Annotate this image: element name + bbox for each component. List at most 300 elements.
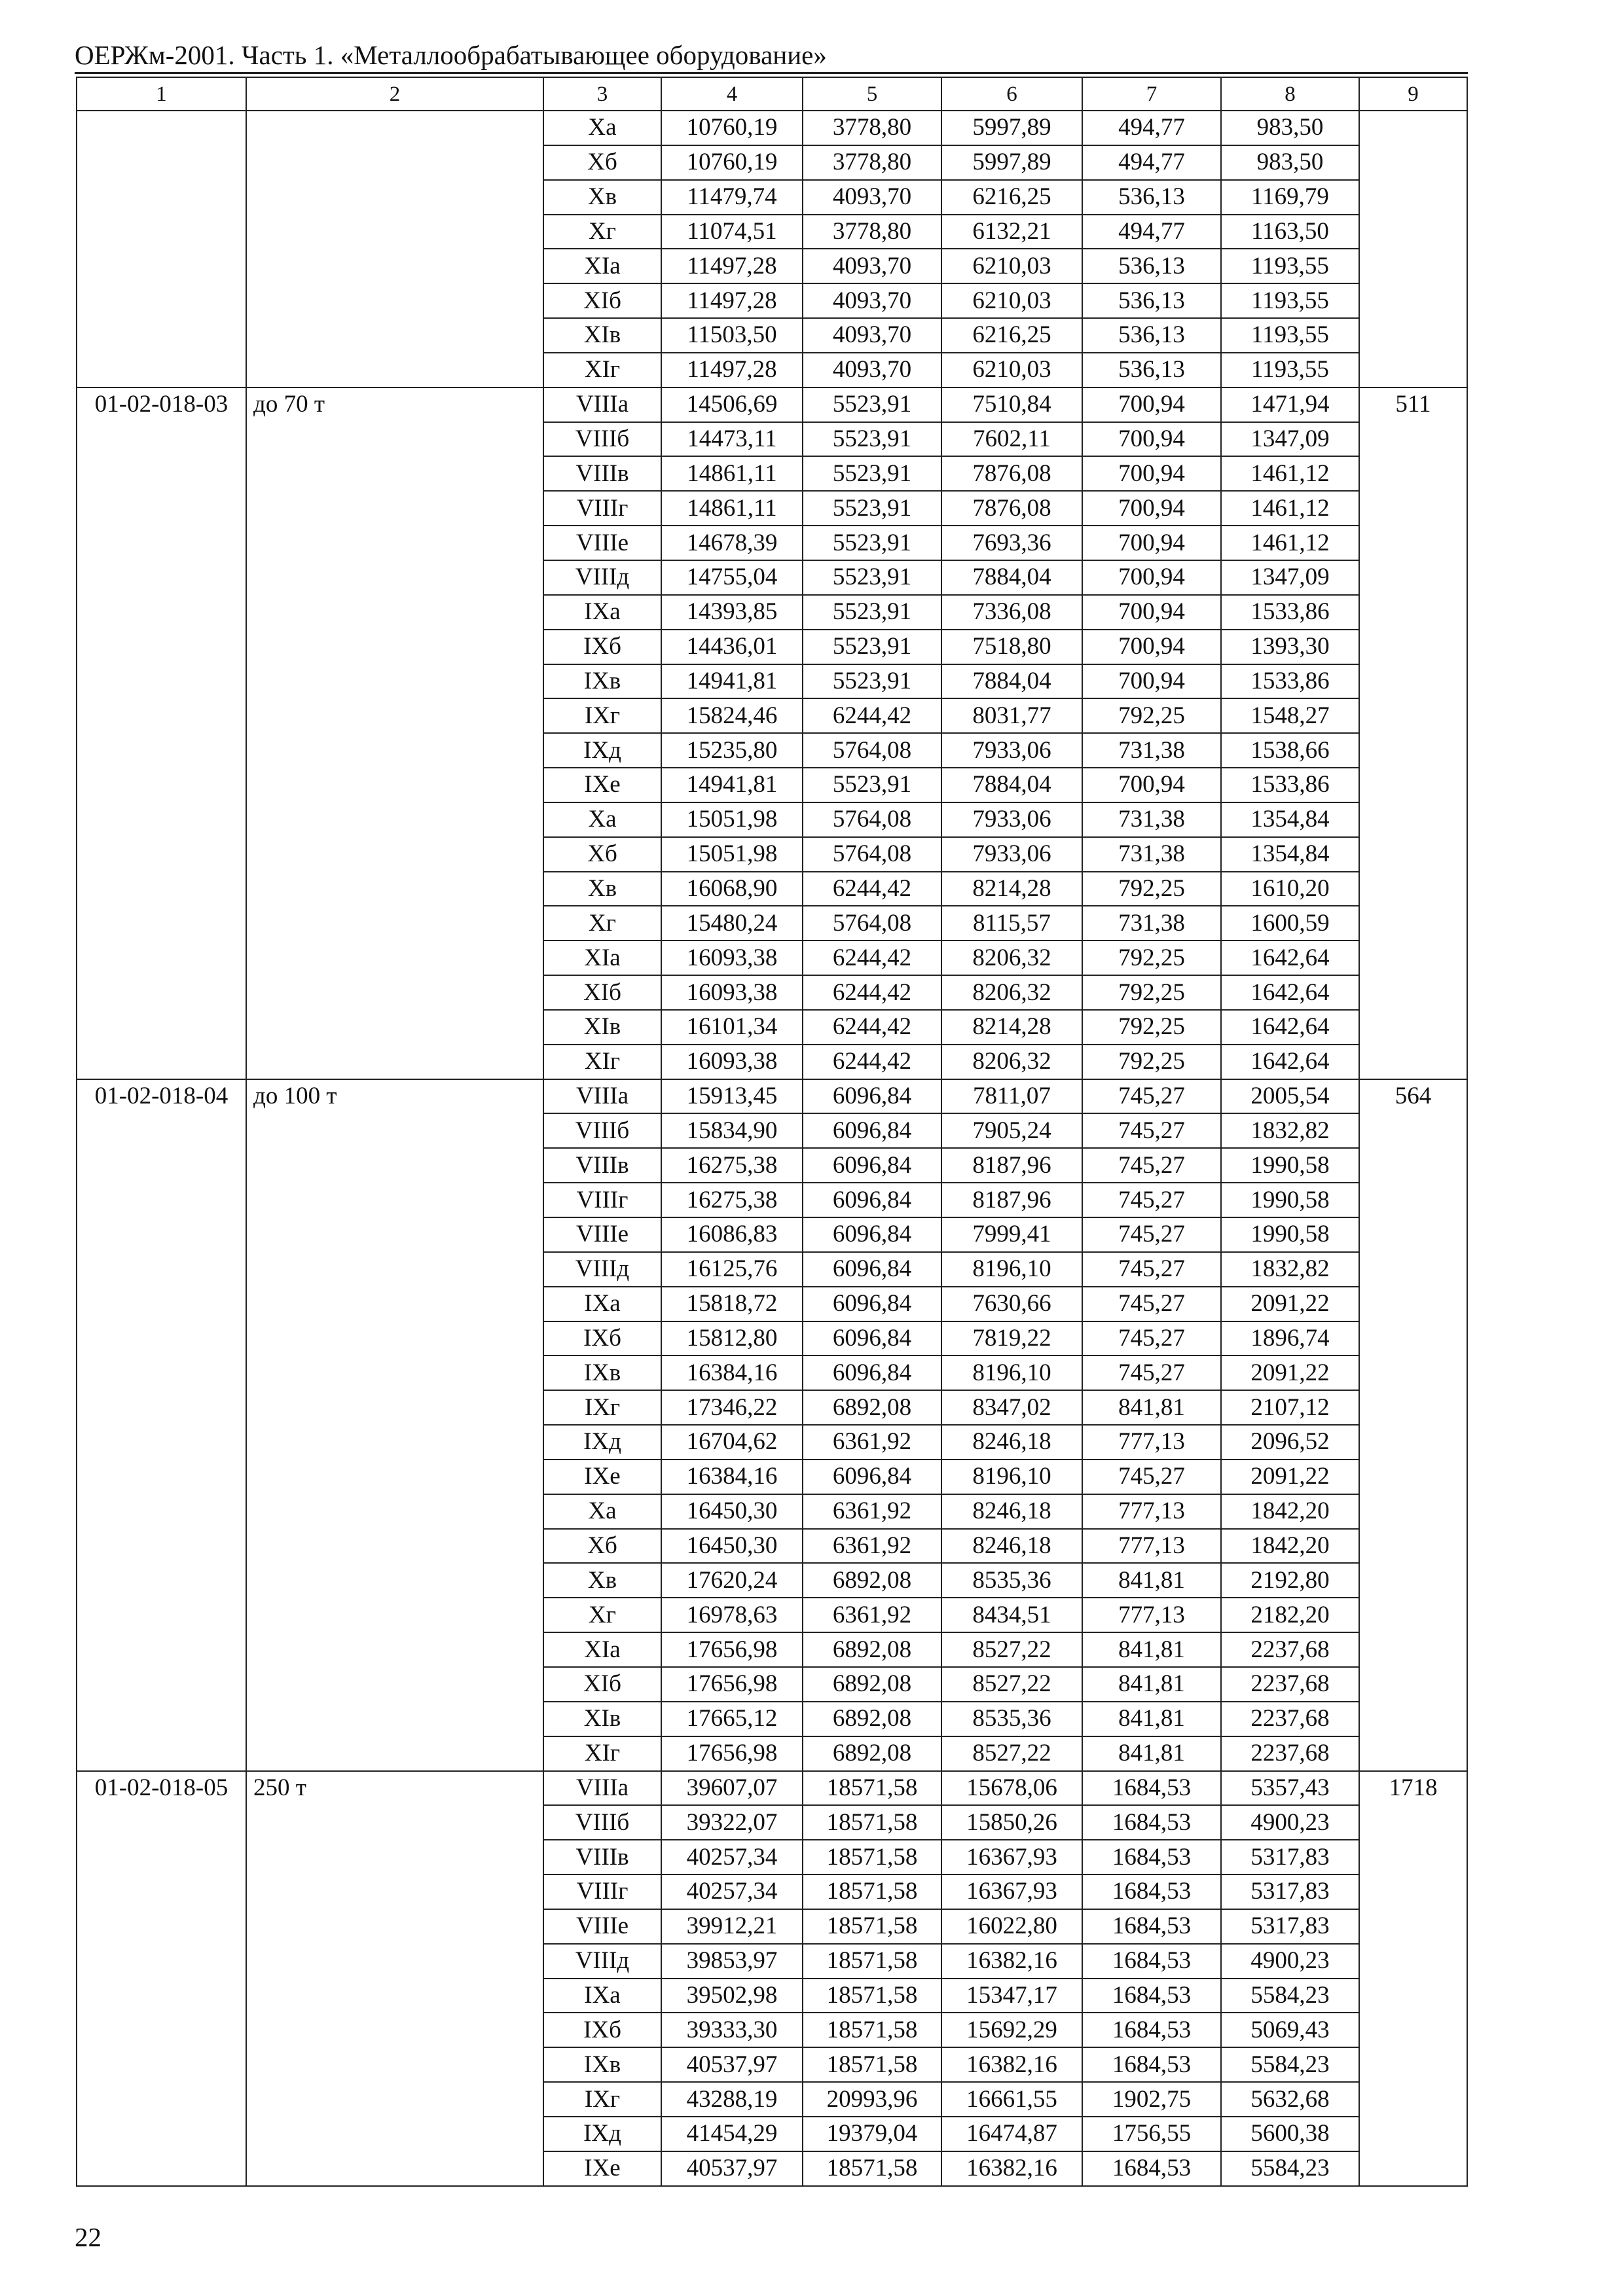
value-cell: 2237,68 xyxy=(1221,1632,1359,1667)
value-cell: 700,94 xyxy=(1082,456,1221,491)
zone-cell: Xб xyxy=(543,837,661,872)
value-cell: 11074,51 xyxy=(661,215,803,249)
value-cell: 39333,30 xyxy=(661,2013,803,2047)
value-cell: 7876,08 xyxy=(941,456,1082,491)
value-cell: 5600,38 xyxy=(1221,2117,1359,2151)
value-cell: 6096,84 xyxy=(803,1252,941,1287)
value-cell: 16661,55 xyxy=(941,2082,1082,2117)
value-cell: 731,38 xyxy=(1082,906,1221,941)
value-cell: 1990,58 xyxy=(1221,1217,1359,1252)
value-cell: 792,25 xyxy=(1082,1010,1221,1045)
value-cell: 7630,66 xyxy=(941,1287,1082,1321)
value-cell: 4900,23 xyxy=(1221,1805,1359,1840)
value-cell: 1533,86 xyxy=(1221,595,1359,630)
value-cell: 4900,23 xyxy=(1221,1944,1359,1979)
value-cell: 5069,43 xyxy=(1221,2013,1359,2047)
column-header: 9 xyxy=(1359,77,1467,111)
value-cell: 1842,20 xyxy=(1221,1529,1359,1564)
value-cell: 745,27 xyxy=(1082,1113,1221,1148)
zone-cell: IXв xyxy=(543,664,661,699)
value-cell: 536,13 xyxy=(1082,283,1221,318)
column-header: 2 xyxy=(246,77,543,111)
value-cell: 16384,16 xyxy=(661,1355,803,1390)
value-cell: 15235,80 xyxy=(661,733,803,768)
column-header: 7 xyxy=(1082,77,1221,111)
value-cell: 5523,91 xyxy=(803,422,941,457)
value-cell: 7518,80 xyxy=(941,630,1082,664)
value-cell: 841,81 xyxy=(1082,1632,1221,1667)
value-cell: 7884,04 xyxy=(941,560,1082,595)
value-cell: 1902,75 xyxy=(1082,2082,1221,2117)
value-cell: 8196,10 xyxy=(941,1252,1082,1287)
item-name-cell xyxy=(246,111,543,387)
zone-cell: VIIIд xyxy=(543,560,661,595)
value-cell: 7876,08 xyxy=(941,491,1082,526)
value-cell: 6361,92 xyxy=(803,1598,941,1632)
value-cell: 11497,28 xyxy=(661,353,803,387)
value-cell: 15818,72 xyxy=(661,1287,803,1321)
value-cell: 15692,29 xyxy=(941,2013,1082,2047)
value-cell: 8196,10 xyxy=(941,1460,1082,1494)
value-cell: 7602,11 xyxy=(941,422,1082,457)
value-cell: 2192,80 xyxy=(1221,1563,1359,1598)
value-cell: 2237,68 xyxy=(1221,1702,1359,1736)
value-cell: 4093,70 xyxy=(803,249,941,283)
value-cell: 1538,66 xyxy=(1221,733,1359,768)
value-cell: 18571,58 xyxy=(803,1771,941,1806)
zone-cell: Xa xyxy=(543,111,661,145)
value-cell: 777,13 xyxy=(1082,1425,1221,1460)
table-row xyxy=(77,111,1467,145)
value-cell: 1684,53 xyxy=(1082,1840,1221,1874)
value-cell: 1684,53 xyxy=(1082,1979,1221,2013)
value-cell: 700,94 xyxy=(1082,387,1221,422)
value-cell: 1461,12 xyxy=(1221,526,1359,560)
value-cell: 14436,01 xyxy=(661,630,803,664)
value-cell: 1193,55 xyxy=(1221,318,1359,353)
value-cell: 2091,22 xyxy=(1221,1287,1359,1321)
item-name-cell: до 100 т xyxy=(246,1079,543,1771)
value-cell: 1756,55 xyxy=(1082,2117,1221,2151)
value-cell: 536,13 xyxy=(1082,318,1221,353)
value-cell: 6096,84 xyxy=(803,1287,941,1321)
value-cell: 792,25 xyxy=(1082,872,1221,906)
zone-cell: XIг xyxy=(543,353,661,387)
value-cell: 4093,70 xyxy=(803,283,941,318)
value-cell: 3778,80 xyxy=(803,145,941,180)
value-cell: 18571,58 xyxy=(803,2047,941,2082)
value-cell: 16022,80 xyxy=(941,1909,1082,1944)
value-cell: 792,25 xyxy=(1082,975,1221,1010)
value-cell: 16093,38 xyxy=(661,975,803,1010)
value-cell: 1347,09 xyxy=(1221,560,1359,595)
value-cell: 2182,20 xyxy=(1221,1598,1359,1632)
value-cell: 8187,96 xyxy=(941,1148,1082,1183)
column-header: 5 xyxy=(803,77,941,111)
zone-cell: IXa xyxy=(543,595,661,630)
column-header: 4 xyxy=(661,77,803,111)
value-cell: 841,81 xyxy=(1082,1702,1221,1736)
value-cell: 16382,16 xyxy=(941,1944,1082,1979)
zone-cell: IXб xyxy=(543,630,661,664)
value-cell: 8187,96 xyxy=(941,1183,1082,1217)
item-code-cell: 01-02-018-04 xyxy=(77,1079,246,1771)
value-cell: 15678,06 xyxy=(941,1771,1082,1806)
zone-cell: VIIIa xyxy=(543,387,661,422)
value-cell: 745,27 xyxy=(1082,1355,1221,1390)
value-cell: 16093,38 xyxy=(661,941,803,975)
value-cell: 16978,63 xyxy=(661,1598,803,1632)
value-cell: 4093,70 xyxy=(803,353,941,387)
value-cell: 5632,68 xyxy=(1221,2082,1359,2117)
value-cell: 792,25 xyxy=(1082,698,1221,733)
value-cell: 8527,22 xyxy=(941,1736,1082,1771)
value-cell: 6361,92 xyxy=(803,1425,941,1460)
value-cell: 700,94 xyxy=(1082,560,1221,595)
value-cell: 8206,32 xyxy=(941,1045,1082,1079)
value-cell: 731,38 xyxy=(1082,802,1221,837)
value-cell: 7999,41 xyxy=(941,1217,1082,1252)
value-cell: 40257,34 xyxy=(661,1840,803,1874)
value-cell: 841,81 xyxy=(1082,1667,1221,1702)
value-cell: 8527,22 xyxy=(941,1632,1082,1667)
value-cell: 18571,58 xyxy=(803,1874,941,1909)
value-cell: 745,27 xyxy=(1082,1287,1221,1321)
zone-cell: Xв xyxy=(543,872,661,906)
column-header: 3 xyxy=(543,77,661,111)
value-cell: 5523,91 xyxy=(803,491,941,526)
item-code-cell: 01-02-018-05 xyxy=(77,1771,246,2186)
table-body xyxy=(77,111,1467,2186)
value-cell: 2107,12 xyxy=(1221,1390,1359,1425)
value-cell: 777,13 xyxy=(1082,1529,1221,1564)
value-cell: 14678,39 xyxy=(661,526,803,560)
value-cell: 16275,38 xyxy=(661,1183,803,1217)
column-header: 1 xyxy=(77,77,246,111)
value-cell: 7884,04 xyxy=(941,768,1082,802)
value-cell: 6244,42 xyxy=(803,1045,941,1079)
zone-cell: VIIIг xyxy=(543,1874,661,1909)
value-cell: 1354,84 xyxy=(1221,802,1359,837)
value-cell: 6096,84 xyxy=(803,1321,941,1356)
value-cell: 6361,92 xyxy=(803,1529,941,1564)
value-cell: 745,27 xyxy=(1082,1217,1221,1252)
zone-cell: VIIIв xyxy=(543,456,661,491)
value-cell: 16704,62 xyxy=(661,1425,803,1460)
value-cell: 6244,42 xyxy=(803,872,941,906)
zone-cell: XIa xyxy=(543,249,661,283)
value-cell: 41454,29 xyxy=(661,2117,803,2151)
zone-cell: IXв xyxy=(543,1355,661,1390)
value-cell: 5523,91 xyxy=(803,630,941,664)
value-cell: 5523,91 xyxy=(803,664,941,699)
column9-cell xyxy=(1359,111,1467,387)
value-cell: 1548,27 xyxy=(1221,698,1359,733)
value-cell: 39502,98 xyxy=(661,1979,803,2013)
value-cell: 11479,74 xyxy=(661,180,803,215)
zone-cell: VIIIб xyxy=(543,422,661,457)
value-cell: 8214,28 xyxy=(941,1010,1082,1045)
value-cell: 1832,82 xyxy=(1221,1113,1359,1148)
value-cell: 17346,22 xyxy=(661,1390,803,1425)
value-cell: 1393,30 xyxy=(1221,630,1359,664)
value-cell: 1533,86 xyxy=(1221,768,1359,802)
value-cell: 5523,91 xyxy=(803,456,941,491)
value-cell: 18571,58 xyxy=(803,1979,941,2013)
value-cell: 745,27 xyxy=(1082,1252,1221,1287)
value-cell: 5357,43 xyxy=(1221,1771,1359,1806)
value-cell: 5523,91 xyxy=(803,526,941,560)
value-cell: 1684,53 xyxy=(1082,1805,1221,1840)
value-cell: 4093,70 xyxy=(803,318,941,353)
value-cell: 1990,58 xyxy=(1221,1148,1359,1183)
table-row xyxy=(77,387,1467,422)
value-cell: 11497,28 xyxy=(661,249,803,283)
value-cell: 8196,10 xyxy=(941,1355,1082,1390)
value-cell: 6216,25 xyxy=(941,318,1082,353)
zone-cell: VIIIб xyxy=(543,1113,661,1148)
value-cell: 39912,21 xyxy=(661,1909,803,1944)
zone-cell: XIб xyxy=(543,975,661,1010)
value-cell: 1684,53 xyxy=(1082,1771,1221,1806)
value-cell: 1193,55 xyxy=(1221,249,1359,283)
column-header: 8 xyxy=(1221,77,1359,111)
zone-cell: XIa xyxy=(543,1632,661,1667)
value-cell: 16384,16 xyxy=(661,1460,803,1494)
value-cell: 1533,86 xyxy=(1221,664,1359,699)
zone-cell: XIб xyxy=(543,283,661,318)
value-cell: 39607,07 xyxy=(661,1771,803,1806)
value-cell: 7811,07 xyxy=(941,1079,1082,1114)
value-cell: 18571,58 xyxy=(803,1840,941,1874)
value-cell: 6096,84 xyxy=(803,1217,941,1252)
zone-cell: IXг xyxy=(543,698,661,733)
zone-cell: Xв xyxy=(543,180,661,215)
value-cell: 40257,34 xyxy=(661,1874,803,1909)
value-cell: 6096,84 xyxy=(803,1460,941,1494)
value-cell: 8115,57 xyxy=(941,906,1082,941)
value-cell: 16450,30 xyxy=(661,1494,803,1529)
zone-cell: VIIIд xyxy=(543,1944,661,1979)
value-cell: 5317,83 xyxy=(1221,1874,1359,1909)
value-cell: 745,27 xyxy=(1082,1460,1221,1494)
zone-cell: XIв xyxy=(543,318,661,353)
value-cell: 5584,23 xyxy=(1221,1979,1359,2013)
value-cell: 731,38 xyxy=(1082,733,1221,768)
zone-cell: VIIIв xyxy=(543,1840,661,1874)
value-cell: 6096,84 xyxy=(803,1355,941,1390)
value-cell: 5764,08 xyxy=(803,837,941,872)
zone-cell: VIIIд xyxy=(543,1252,661,1287)
value-cell: 1896,74 xyxy=(1221,1321,1359,1356)
value-cell: 5997,89 xyxy=(941,111,1082,145)
zone-cell: VIIIг xyxy=(543,491,661,526)
value-cell: 731,38 xyxy=(1082,837,1221,872)
value-cell: 6892,08 xyxy=(803,1563,941,1598)
item-code-cell xyxy=(77,111,246,387)
value-cell: 8535,36 xyxy=(941,1702,1082,1736)
value-cell: 1354,84 xyxy=(1221,837,1359,872)
table-row xyxy=(77,1771,1467,1806)
zone-cell: VIIIб xyxy=(543,1805,661,1840)
zone-cell: IXe xyxy=(543,1460,661,1494)
value-cell: 14393,85 xyxy=(661,595,803,630)
value-cell: 8031,77 xyxy=(941,698,1082,733)
zone-cell: XIг xyxy=(543,1045,661,1079)
value-cell: 16086,83 xyxy=(661,1217,803,1252)
value-cell: 18571,58 xyxy=(803,1944,941,1979)
value-cell: 16093,38 xyxy=(661,1045,803,1079)
value-cell: 14861,11 xyxy=(661,491,803,526)
value-cell: 40537,97 xyxy=(661,2047,803,2082)
value-cell: 5584,23 xyxy=(1221,2047,1359,2082)
value-cell: 792,25 xyxy=(1082,941,1221,975)
value-cell: 1610,20 xyxy=(1221,872,1359,906)
value-cell: 43288,19 xyxy=(661,2082,803,2117)
value-cell: 5317,83 xyxy=(1221,1840,1359,1874)
value-cell: 5997,89 xyxy=(941,145,1082,180)
value-cell: 6244,42 xyxy=(803,975,941,1010)
value-cell: 841,81 xyxy=(1082,1390,1221,1425)
value-cell: 16125,76 xyxy=(661,1252,803,1287)
zone-cell: VIIIe xyxy=(543,1217,661,1252)
value-cell: 14755,04 xyxy=(661,560,803,595)
price-table xyxy=(76,77,1468,2187)
value-cell: 7693,36 xyxy=(941,526,1082,560)
zone-cell: IXб xyxy=(543,1321,661,1356)
value-cell: 777,13 xyxy=(1082,1598,1221,1632)
value-cell: 700,94 xyxy=(1082,526,1221,560)
zone-cell: IXг xyxy=(543,2082,661,2117)
value-cell: 6892,08 xyxy=(803,1632,941,1667)
value-cell: 8535,36 xyxy=(941,1563,1082,1598)
item-code-cell: 01-02-018-03 xyxy=(77,387,246,1079)
value-cell: 6096,84 xyxy=(803,1113,941,1148)
value-cell: 16450,30 xyxy=(661,1529,803,1564)
value-cell: 7933,06 xyxy=(941,733,1082,768)
value-cell: 494,77 xyxy=(1082,111,1221,145)
value-cell: 16367,93 xyxy=(941,1840,1082,1874)
value-cell: 5584,23 xyxy=(1221,2151,1359,2186)
value-cell: 2091,22 xyxy=(1221,1355,1359,1390)
value-cell: 16382,16 xyxy=(941,2047,1082,2082)
zone-cell: XIв xyxy=(543,1702,661,1736)
column-header: 6 xyxy=(941,77,1082,111)
value-cell: 1461,12 xyxy=(1221,491,1359,526)
value-cell: 700,94 xyxy=(1082,595,1221,630)
value-cell: 15834,90 xyxy=(661,1113,803,1148)
column9-cell: 511 xyxy=(1359,387,1467,1079)
zone-cell: Xб xyxy=(543,145,661,180)
value-cell: 745,27 xyxy=(1082,1321,1221,1356)
zone-cell: XIб xyxy=(543,1667,661,1702)
value-cell: 4093,70 xyxy=(803,180,941,215)
value-cell: 1193,55 xyxy=(1221,353,1359,387)
value-cell: 6244,42 xyxy=(803,1010,941,1045)
value-cell: 6096,84 xyxy=(803,1079,941,1114)
value-cell: 7933,06 xyxy=(941,837,1082,872)
page-header-title: ОЕРЖм-2001. Часть 1. «Металлообрабатывающее оборудование» xyxy=(75,40,827,70)
value-cell: 983,50 xyxy=(1221,145,1359,180)
value-cell: 8246,18 xyxy=(941,1529,1082,1564)
value-cell: 14941,81 xyxy=(661,664,803,699)
value-cell: 1990,58 xyxy=(1221,1183,1359,1217)
value-cell: 745,27 xyxy=(1082,1183,1221,1217)
value-cell: 5523,91 xyxy=(803,387,941,422)
zone-cell: IXд xyxy=(543,733,661,768)
zone-cell: IXe xyxy=(543,768,661,802)
table-row xyxy=(77,1079,1467,1114)
value-cell: 7336,08 xyxy=(941,595,1082,630)
value-cell: 8347,02 xyxy=(941,1390,1082,1425)
value-cell: 1642,64 xyxy=(1221,941,1359,975)
value-cell: 7905,24 xyxy=(941,1113,1082,1148)
zone-cell: XIa xyxy=(543,941,661,975)
value-cell: 1347,09 xyxy=(1221,422,1359,457)
value-cell: 17665,12 xyxy=(661,1702,803,1736)
zone-cell: IXд xyxy=(543,2117,661,2151)
value-cell: 700,94 xyxy=(1082,422,1221,457)
value-cell: 14473,11 xyxy=(661,422,803,457)
value-cell: 5523,91 xyxy=(803,560,941,595)
value-cell: 745,27 xyxy=(1082,1148,1221,1183)
value-cell: 2237,68 xyxy=(1221,1736,1359,1771)
value-cell: 700,94 xyxy=(1082,768,1221,802)
value-cell: 40537,97 xyxy=(661,2151,803,2186)
value-cell: 1684,53 xyxy=(1082,1909,1221,1944)
value-cell: 16068,90 xyxy=(661,872,803,906)
value-cell: 14506,69 xyxy=(661,387,803,422)
value-cell: 5764,08 xyxy=(803,906,941,941)
value-cell: 15913,45 xyxy=(661,1079,803,1114)
value-cell: 983,50 xyxy=(1221,111,1359,145)
value-cell: 15480,24 xyxy=(661,906,803,941)
column9-cell: 564 xyxy=(1359,1079,1467,1771)
value-cell: 18571,58 xyxy=(803,2151,941,2186)
value-cell: 8214,28 xyxy=(941,872,1082,906)
zone-cell: Xг xyxy=(543,906,661,941)
zone-cell: IXa xyxy=(543,1979,661,2013)
value-cell: 15850,26 xyxy=(941,1805,1082,1840)
value-cell: 1642,64 xyxy=(1221,1045,1359,1079)
value-cell: 11497,28 xyxy=(661,283,803,318)
value-cell: 1461,12 xyxy=(1221,456,1359,491)
value-cell: 7933,06 xyxy=(941,802,1082,837)
value-cell: 16101,34 xyxy=(661,1010,803,1045)
value-cell: 8527,22 xyxy=(941,1667,1082,1702)
value-cell: 1600,59 xyxy=(1221,906,1359,941)
value-cell: 17656,98 xyxy=(661,1632,803,1667)
value-cell: 536,13 xyxy=(1082,353,1221,387)
value-cell: 1832,82 xyxy=(1221,1252,1359,1287)
value-cell: 39853,97 xyxy=(661,1944,803,1979)
value-cell: 8246,18 xyxy=(941,1425,1082,1460)
value-cell: 1471,94 xyxy=(1221,387,1359,422)
value-cell: 15347,17 xyxy=(941,1979,1082,2013)
value-cell: 777,13 xyxy=(1082,1494,1221,1529)
value-cell: 20993,96 xyxy=(803,2082,941,2117)
value-cell: 2096,52 xyxy=(1221,1425,1359,1460)
value-cell: 6892,08 xyxy=(803,1390,941,1425)
value-cell: 15051,98 xyxy=(661,802,803,837)
zone-cell: IXб xyxy=(543,2013,661,2047)
value-cell: 700,94 xyxy=(1082,664,1221,699)
value-cell: 792,25 xyxy=(1082,1045,1221,1079)
zone-cell: VIIIa xyxy=(543,1079,661,1114)
zone-cell: Xa xyxy=(543,802,661,837)
value-cell: 15812,80 xyxy=(661,1321,803,1356)
value-cell: 19379,04 xyxy=(803,2117,941,2151)
